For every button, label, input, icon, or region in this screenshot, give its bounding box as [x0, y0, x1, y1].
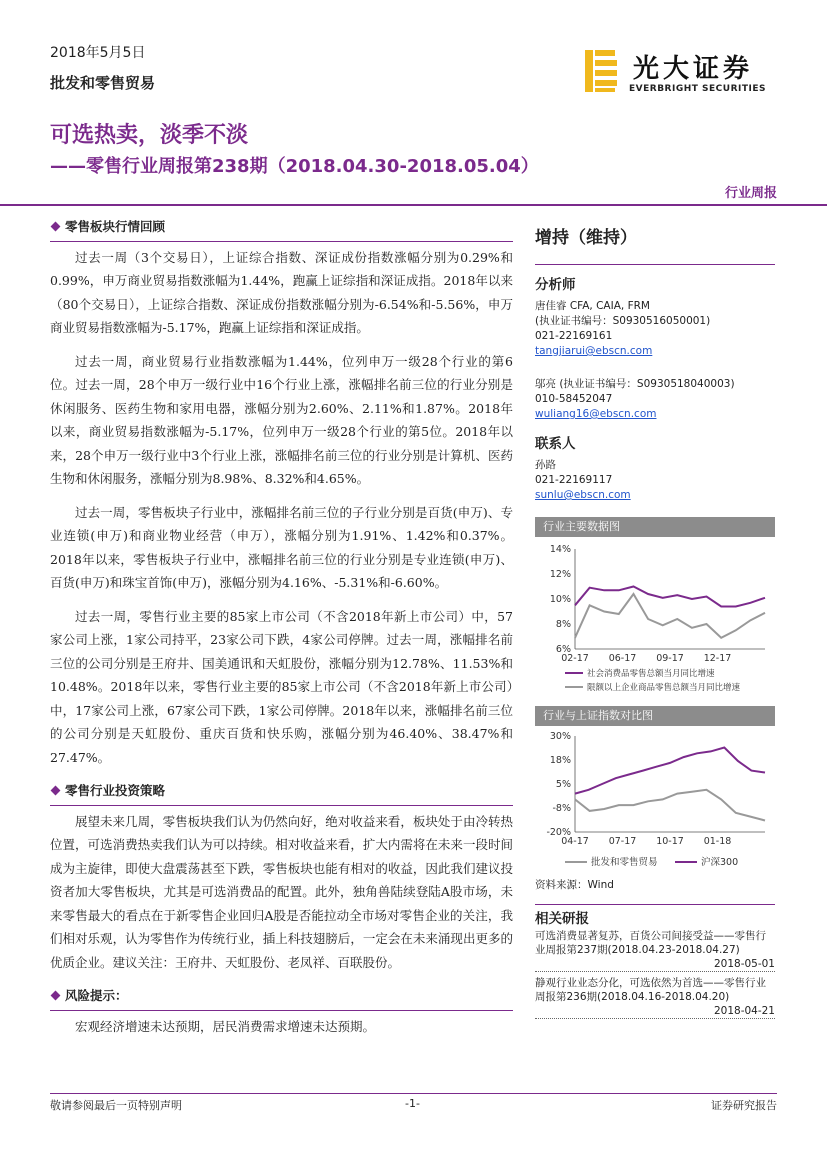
research-title-link[interactable]: 可选消费显著复苏，百货公司间接受益——零售行业周报第237期(2018.04.23-2018.04.27) — [535, 930, 766, 956]
logo-text-en: EVERBRIGHT SECURITIES — [629, 84, 766, 94]
y-tick-label: 30% — [549, 731, 571, 742]
analyst-email-link[interactable]: tangjiarui@ebscn.com — [535, 345, 653, 357]
y-tick-label: 12% — [549, 569, 571, 580]
paragraph: 宏观经济增速未达预期，居民消费需求增速未达预期。 — [75, 1018, 376, 1034]
y-tick-label: 8% — [555, 619, 571, 630]
paragraph: 过去一周，零售行业主要的85家上市公司（不含2018年新上市公司）中，57家公司上涨，1家公司持平，23家公司下跌，4家公司停牌。过去一周，涨幅排名前三位的公司分别是王府井、国美通讯和天虹股份，涨幅分别为12.78%、11.53%和10.48%。2018年以来，零售行业主要的85家上市公司（不含2018年新上市公司）中，17家公司上涨，67家公司下跌，1家公司停牌。2018年以来，涨幅排名前三位的公司分别是天虹股份、重庆百货和快乐购，涨幅分别为46.40%、38.47%和27.47%。 — [50, 608, 513, 765]
chart-panel-industry-data — [535, 517, 775, 700]
contact-phone: 021-22169117 — [535, 474, 613, 486]
diamond-bullet-icon — [51, 786, 61, 796]
series-line — [575, 587, 765, 607]
research-title-link[interactable]: 静观行业业态分化，可选依然为首选——零售行业周报第236期(2018.04.16-2018.04.20) — [535, 977, 766, 1003]
series-line — [575, 748, 765, 794]
analyst-name: 唐佳睿 CFA, CAIA, FRM — [535, 300, 650, 312]
analyst-name: 邬亮 (执业证书编号：S0930518040003) — [535, 378, 735, 390]
contact-name: 孙路 — [535, 459, 556, 471]
report-title: 可选热卖，淡季不淡 — [50, 123, 249, 148]
footer-disclaimer: 敬请参阅最后一页特别声明 — [50, 1099, 182, 1112]
diamond-bullet-icon — [51, 991, 61, 1001]
sidebar — [535, 215, 775, 1023]
x-tick-label: 10-17 — [656, 836, 684, 847]
y-tick-label: 14% — [549, 544, 571, 555]
analyst-phone: 021-22169161 — [535, 330, 613, 342]
paragraph: 过去一周，零售板块子行业中，涨幅排名前三位的子行业分别是百货(申万)、专业连锁(申万)和商业物业经营（申万），涨幅分别为1.91%、1.42%和0.37%。2018年以来，零售板块子行业中，涨幅排名前三位的行业分别是专业连锁(申万)、百货(申万)和珠宝首饰(申万)，涨幅分别为4.16%、-5.31%和-6.60%。 — [50, 504, 513, 590]
section-heading: 零售板块行情回顾 — [50, 215, 513, 242]
contact-heading: 联系人 — [535, 436, 576, 452]
analyst-phone: 010-58452047 — [535, 393, 613, 405]
contact-email-link[interactable]: sunlu@ebscn.com — [535, 489, 631, 501]
footer-divider — [50, 1093, 777, 1094]
research-date: 2018-05-01 — [535, 957, 775, 972]
company-logo — [585, 48, 785, 98]
x-tick-label: 09-17 — [656, 653, 684, 664]
report-subtitle: ——零售行业周报第238期（2018.04.30-2018.05.04） — [50, 156, 539, 177]
analyst-heading: 分析师 — [535, 277, 576, 293]
paragraph: 过去一周，商业贸易行业指数涨幅为1.44%，位列申万一级28个行业的第6位。过去一周，28个申万一级行业中16个行业上涨，涨幅排名前三位的行业分别是休闲服务、医药生物和家用电器，涨幅分别为2.60%、2.11%和1.87%。2018年以来，商业贸易指数涨幅为-5.17%，位列申万一级28个行业的第5位。2018年以来，28个申万一级行业中3个行业上涨，涨幅排名前三位的行业分别是计算机、医药生物和休闲服务，涨幅分别为8.98%、8.32%和4.65%。 — [50, 353, 513, 486]
y-tick-label: 5% — [555, 779, 571, 790]
legend-label: 社会消费品零售总额当月同比增速 — [587, 669, 715, 679]
y-tick-label: -8% — [552, 803, 571, 814]
paragraph: 过去一周（3个交易日），上证综合指数、深证成份指数涨幅分别为0.29%和0.99%，申万商业贸易指数涨幅为1.44%，跑赢上证综指和深证成指。2018年以来（80个交易日），上证综合指数、深证成份指数涨幅分别为-6.54%和-5.56%，申万商业贸易指数涨幅为-5.17%，跑赢上证综指和深证成指。 — [50, 249, 513, 335]
x-tick-label: 07-17 — [608, 836, 637, 847]
sector-label: 批发和零售贸易 — [50, 74, 156, 92]
report-date: 2018年5月5日 — [50, 45, 146, 61]
y-tick-label: 10% — [549, 594, 571, 605]
legend-label: 限额以上企业商品零售总额当月同比增速 — [587, 683, 741, 693]
section-market-review — [50, 215, 513, 769]
chart-panel-index-compare — [535, 706, 775, 892]
section-heading: 零售行业投资策略 — [50, 779, 513, 806]
x-tick-label: 04-17 — [561, 836, 589, 847]
everbright-logo-icon — [585, 48, 619, 94]
legend-label: 沪深300 — [701, 857, 739, 868]
rating: 增持（维持） — [535, 228, 637, 248]
index-compare-chart — [535, 726, 775, 872]
chart-title: 行业与上证指数对比图 — [535, 706, 775, 726]
y-tick-label: 6% — [555, 644, 571, 655]
y-tick-label: -20% — [546, 827, 571, 838]
analyst-cert: (执业证书编号：S0930516050001) — [535, 315, 711, 327]
main-content — [50, 215, 513, 1048]
analyst-email-link[interactable]: wuliang16@ebscn.com — [535, 408, 657, 420]
paragraph: 展望未来几周，零售板块我们认为仍然向好，绝对收益来看，板块处于由冷转热位置，可选消费热卖我们认为可以持续。相对收益来看，扩大内需将在未来一段时间成为主旋律，即使大盘震荡甚至下跌，零售板块也能有相对的收益，因此我们建议投资者加大零售板块，尤其是可选消费品的配置。此外，独角兽陆续登陆A股市场，未来零售最大的看点在于新零售企业回归A股是否能拉动全市场对零售企业的关注，我们相对乐观，认为零售作为传统行业，插上科技翅膀后，一定会在未来涌现出更多的优质企业。建议关注：王府井、天虹股份、老凤祥、百联股份。 — [50, 813, 513, 970]
header-divider — [0, 204, 827, 206]
chart-source: 资料来源：Wind — [535, 879, 614, 891]
section-investment-strategy — [50, 779, 513, 974]
legend-label: 批发和零售贸易 — [591, 857, 658, 868]
x-tick-label: 01-18 — [703, 836, 732, 847]
x-tick-label: 12-17 — [703, 653, 732, 664]
logo-text-cn: 光大证券 — [633, 54, 754, 84]
report-type: 行业周报 — [724, 186, 777, 201]
section-risk — [50, 984, 513, 1038]
series-line — [575, 594, 765, 638]
chart-title: 行业主要数据图 — [535, 517, 775, 537]
diamond-bullet-icon — [51, 222, 61, 232]
industry-data-chart — [535, 537, 775, 697]
series-line — [575, 790, 765, 821]
x-tick-label: 06-17 — [608, 653, 637, 664]
section-heading: 风险提示： — [50, 984, 513, 1011]
y-tick-label: 18% — [549, 755, 571, 766]
research-date: 2018-04-21 — [535, 1004, 775, 1019]
research-heading: 相关研报 — [535, 911, 589, 927]
footer-report-label: 证券研究报告 — [711, 1099, 777, 1112]
x-tick-label: 02-17 — [561, 653, 589, 664]
page-number: -1- — [405, 1097, 420, 1110]
